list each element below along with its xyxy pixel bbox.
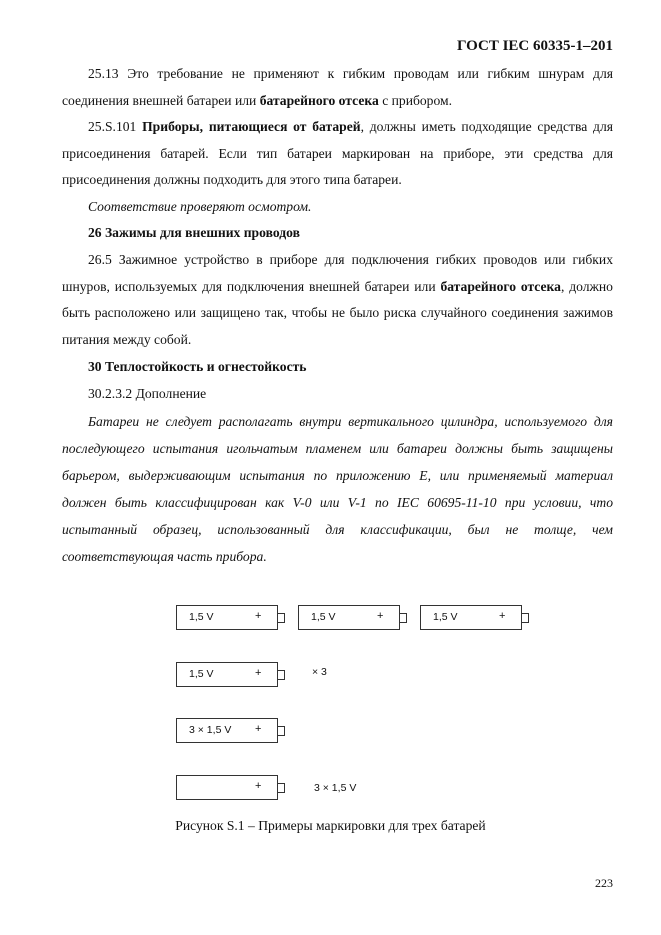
battery-label: 1,5 V [189,611,214,623]
compliance-note: Соответствие проверяют осмотром. [88,199,312,214]
external-3x-label: 3 × 1,5 V [314,782,357,794]
section-heading-30: 30 Теплостойкость и огнестойкость [88,359,307,374]
battery-label: 3 × 1,5 V [189,724,232,736]
battery-label: 1,5 V [433,611,458,623]
paragraph-25-13: 25.13 Это требование не применяют к гибким проводам или гибким шнурам для соединения внешней батареи или батарейного отсека с прибором. [62,66,613,108]
battery-3x-inside [176,718,278,743]
battery-3x-outside [176,775,278,800]
section-heading-26: 26 Зажимы для внешних проводов [88,225,300,240]
plus-sign: + [377,610,384,622]
plus-sign: + [255,780,262,792]
plus-sign: + [255,723,262,735]
page-number: 223 [595,876,613,890]
battery-terminal [399,613,407,623]
battery-3 [420,605,522,630]
battery-terminal [277,783,285,793]
battery-times-3 [176,662,278,687]
times-3-label: × 3 [312,666,327,678]
battery-2 [298,605,400,630]
battery-terminal [277,726,285,736]
plus-sign: + [255,610,262,622]
paragraph-30-2-3-2: 30.2.3.2 Дополнение [88,386,207,401]
battery-1 [176,605,278,630]
figure-caption: Рисунок S.1 – Примеры маркировки для трех батарей [175,818,486,833]
paragraph-batteries-italic: Батареи не следует располагать внутри вертикального цилиндра, используемого для последующего испытания игольчатым пламенем или батареи должны быть защищены барьером, выдерживающим испытания по приложению E, или применяемый материал должен быть классифицирован как V-0 или V-1 по IEC 60695-11-10 при условии, что испытанный образец, использованный для классификации, был не толще, чем соответствующая часть прибора. [62,414,613,564]
battery-terminal [277,613,285,623]
plus-sign: + [499,610,506,622]
battery-terminal [277,670,285,680]
paragraph-25-s-101: 25.S.101 Приборы, питающиеся от батарей, должны иметь подходящие средства для присоединения батарей. Если тип батареи маркирован на приборе, эти средства для присоединения должны подходить для этого типа батареи. [62,119,613,187]
battery-label: 1,5 V [189,668,214,680]
battery-terminal [521,613,529,623]
document-header: ГОСТ IEC 60335-1–201 [456,38,613,54]
plus-sign: + [255,667,262,679]
battery-label: 1,5 V [311,611,336,623]
paragraph-26-5: 26.5 Зажимное устройство в приборе для подключения гибких проводов или гибких шнуров, используемых для подключения внешней батареи или батарейного отсека, должно быть расположено или защищено так, чтобы не было риска случайного соединения зажимов питания между собой. [62,252,613,347]
